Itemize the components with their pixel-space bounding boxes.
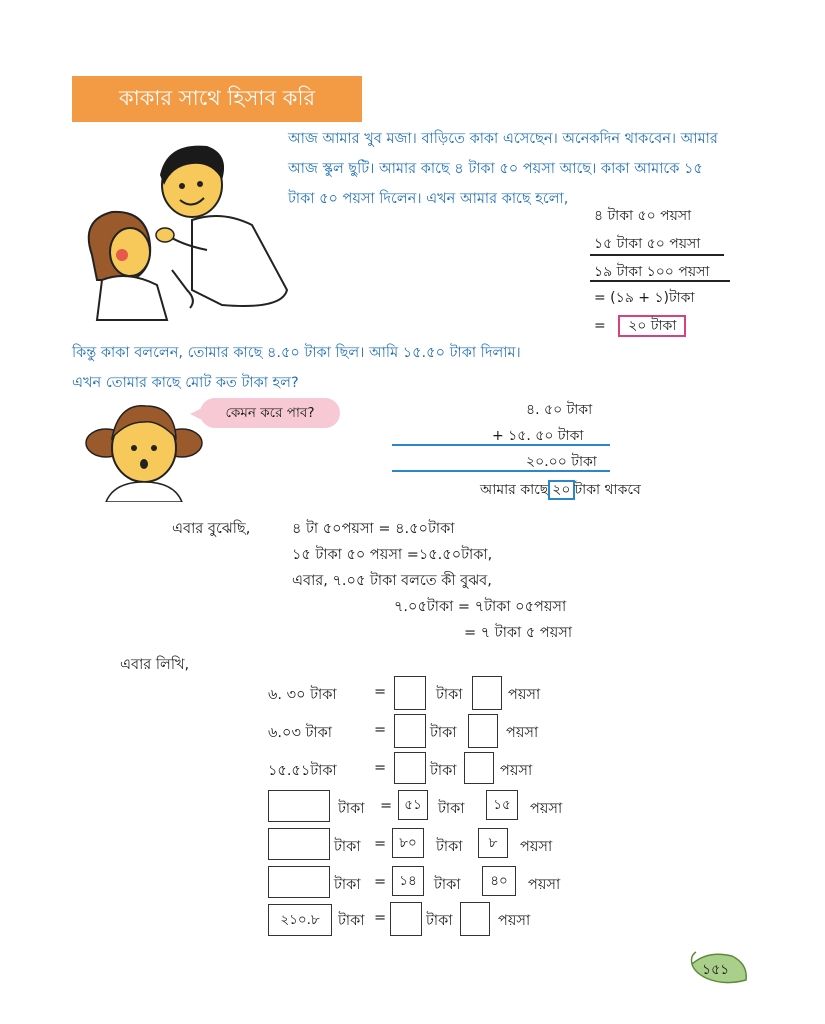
result-box: ২০ [548,480,574,500]
question-line: কিন্তু কাকা বললেন, তোমার কাছে ৪.৫০ টাকা ছিল। আমি ১৫.৫০ টাকা দিলাম। [72,345,521,361]
calc2-rule [392,444,610,446]
answer-input-box[interactable] [468,714,498,748]
result-suffix: টাকা থাকবে [574,482,641,498]
unit-poysha: পয়সা [530,801,563,817]
story-line: আজ স্কুল ছুটি। আমার কাছে ৪ টাকা ৫০ পয়সা আছে। কাকা আমাকে ১৫ [288,161,703,177]
exercise-equals: = [380,798,393,814]
section-title: কাকার সাথে হিসাব করি [72,76,362,122]
unit-taka: টাকা [334,839,361,855]
unit-taka: টাকা [338,801,365,817]
answer-input-box[interactable] [460,902,490,936]
answer-input-box[interactable] [390,902,422,936]
result-prefix: আমার কাছে [480,482,549,498]
calc1-line2: ১৫ টাকা ৫০ পয়সা [594,236,701,252]
answer-input-box[interactable] [394,676,426,710]
unit-taka: টাকা [436,687,463,703]
given-value-box: ১৪ [392,866,424,896]
given-value-box: ৮০ [392,828,424,858]
answer-input-box[interactable] [268,828,330,860]
calc2-line2: + ১৫. ৫০ টাকা [492,428,584,444]
exercise-left: ৬.০৩ টাকা [268,725,332,741]
unit-taka: টাকা [438,801,465,817]
calc1-line3: ১৯ টাকা ১০০ পয়সা [594,264,710,280]
understand-line4: ৭.০৫টাকা = ৭টাকা ০৫পয়সা [394,599,567,615]
page-number-text: ১৫১ [702,962,730,978]
exercise-equals: = [374,684,387,700]
unit-taka: টাকা [338,913,365,929]
unit-taka: টাকা [436,839,463,855]
calc2-line1: ৪. ৫০ টাকা [526,402,593,418]
story-paragraph [288,124,758,214]
unit-poysha: পয়সা [500,763,533,779]
given-value-box: ১৫ [486,790,518,820]
exercise-equals: = [374,722,387,738]
calc2-rule [392,470,610,472]
unit-taka: টাকা [434,877,461,893]
understand-line1: ৪ টা ৫০পয়সা = ৪.৫০টাকা [292,521,455,537]
girl-illustration [84,398,204,502]
answer-box: ২০ টাকা [618,315,686,337]
unit-taka: টাকা [334,877,361,893]
given-value-box: ৮ [478,828,508,858]
unit-poysha: পয়সা [528,877,561,893]
story-line: আজ আমার খুব মজা। বাড়িতে কাকা এসেছেন। অনেকদিন থাকবেন। আমার [288,131,718,147]
calc1-rule [590,254,724,256]
answer-input-box[interactable] [394,714,426,748]
unit-poysha: পয়সা [520,839,553,855]
uncle-child-illustration [72,140,308,322]
understand-line5: = ৭ টাকা ৫ পয়সা [464,625,573,641]
exercise-equals: = [374,760,387,776]
calc2-line3: ২০.০০ টাকা [526,454,597,470]
unit-poysha: পয়সা [506,725,539,741]
understand-line2: ১৫ টাকা ৫০ পয়সা =১৫.৫০টাকা, [292,547,493,563]
calc1-rule [590,280,730,282]
unit-poysha: পয়সা [498,913,531,929]
calc1-line5 [594,314,686,338]
answer-input-box[interactable] [464,752,494,784]
question-paragraph [72,338,632,398]
exercise-equals: = [374,836,387,852]
write-label: এবার লিখি, [120,657,190,673]
calc1-line4: = (১৯ + ১)টাকা [594,290,695,306]
equals-sign: = [594,318,606,334]
understand-label: এবার বুঝেছি, [172,521,251,537]
speech-bubble: কেমন করে পাব? [200,398,340,428]
page-number [688,950,752,986]
exercise-left: ৬. ৩০ টাকা [268,687,337,703]
exercise-left: ১৫.৫১টাকা [268,763,337,779]
exercise-equals: = [374,910,387,926]
calc2-result [480,478,641,502]
story-line: টাকা ৫০ পয়সা দিলেন। এখন আমার কাছে হলো, [288,191,569,207]
unit-poysha: পয়সা [508,687,541,703]
calc1-line1: ৪ টাকা ৫০ পয়সা [594,208,692,224]
answer-input-box[interactable] [268,866,330,898]
given-value-box: ৫১ [398,790,428,820]
given-value-box: ৪০ [482,866,516,896]
exercise-equals: = [374,874,387,890]
given-value-box: ২১০.৮ [268,904,332,936]
unit-taka: টাকা [430,725,457,741]
answer-input-box[interactable] [394,752,426,784]
unit-taka: টাকা [426,913,453,929]
answer-input-box[interactable] [268,790,330,822]
answer-input-box[interactable] [472,676,502,710]
unit-taka: টাকা [430,763,457,779]
question-line: এখন তোমার কাছে মোট কত টাকা হল? [72,375,299,391]
understand-line3: এবার, ৭.০৫ টাকা বলতে কী বুঝব, [292,573,492,589]
